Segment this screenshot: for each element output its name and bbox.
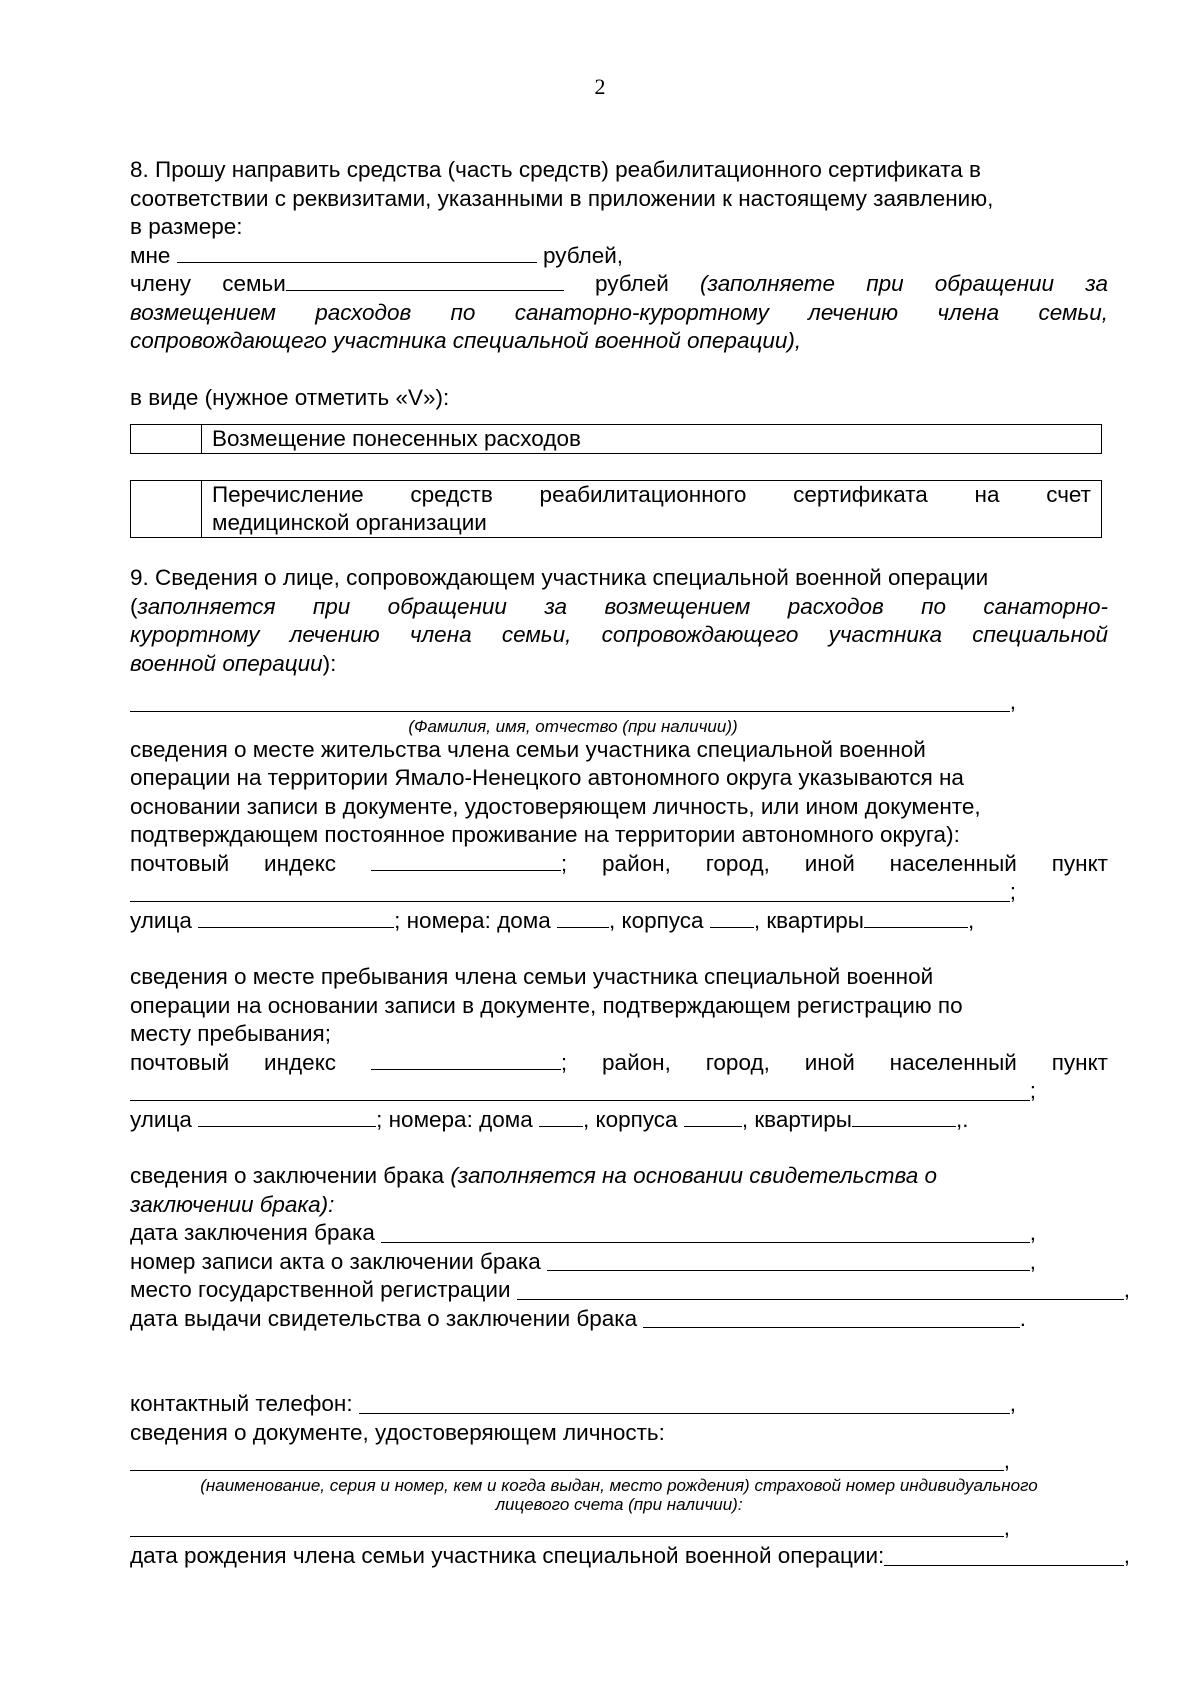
brak-nomer-field[interactable] [547,1250,1030,1271]
brak-date-field[interactable] [381,1222,1030,1243]
birth-field[interactable] [884,1545,1123,1566]
s8-note3: сопровождающего участника специальной военной операции), [130,328,802,353]
phone-line: контактный телефон: , [130,1391,1016,1416]
stay-postal-field[interactable] [371,1049,561,1070]
res-l2: операции на территории Ямало-Ненецкого автономного округа указываются на [130,765,964,790]
s9-note-l3: военной операции): [130,650,337,676]
brak-nomer-line: номер записи акта о заключении брака , [130,1248,1036,1274]
stay-locality-field[interactable] [130,1080,1030,1101]
res-house-field[interactable] [557,907,609,928]
snils-line: , [130,1514,1010,1543]
stay-postal-line: почтовый индекс ; район, город, иной населенный пункт [130,1049,1108,1075]
stay-apartment-field[interactable] [852,1106,956,1127]
option-transfer-checkbox[interactable] [131,481,202,537]
res-street-line: улица ; номера: дома , корпуса , квартиры , [130,907,975,933]
option-reimbursement-checkbox[interactable] [131,425,202,453]
brak-l2: заключении брака): [130,1191,335,1217]
s8-line3: в размере: [130,214,243,239]
stay-street-field[interactable] [198,1106,376,1127]
res-apartment-field[interactable] [864,907,968,928]
stay-l1: сведения о месте пребывания члена семьи участника специальной военной [130,964,934,989]
res-street-field[interactable] [198,907,394,928]
res-l3: основании записи в документе, удостоверяющем личность, или ином документе, [130,793,981,819]
s8-line1: 8. Прошу направить средства (часть средств) реабилитационного сертификата в [130,157,982,182]
res-locality-line: ; [130,878,1016,907]
doc-caption-l1: (наименование, серия и номер, кем и когда выдан, место рождения) страховой номер индивидуального [200,1475,1038,1495]
s8-mne-line: мне рублей, [130,242,624,268]
s8-line2: соответствии с реквизитами, указанными в приложении к настоящему заявлению, [130,185,994,211]
s9-note-l2: курортному лечению члена семьи, сопровождающего участника специальной [130,622,1108,647]
snils-field[interactable] [130,1516,1004,1537]
option-transfer [130,480,1102,538]
res-l4: подтверждающем постоянное проживание на территории автономного округа): [130,822,960,847]
brak-mesto-line: место государственной регистрации , [130,1277,1130,1302]
family-amount-field[interactable] [286,270,564,291]
stay-locality-line: ; [130,1077,1036,1106]
fio-field[interactable] [130,691,1010,712]
res-postal-line: почтовый индекс ; район, город, иной населенный пункт [130,850,1108,876]
option-reimbursement-label: Возмещение понесенных расходов [212,426,581,451]
brak-vydacha-field[interactable] [643,1307,1019,1328]
s8-chlenu-line: члену семьи рублей (заполняете при обращении за [130,271,1108,296]
brak-vydacha-line: дата выдачи свидетельства о заключении брака . [130,1305,1026,1331]
doc-label: сведения о документе, удостоверяющем личность: [130,1419,665,1445]
brak-date-line: дата заключения брака , [130,1220,1036,1245]
res-l1: сведения о месте жительства члена семьи участника специальной военной [130,736,926,762]
doc-line: , [130,1447,1010,1476]
brak-l1: сведения о заключении брака (заполняется на основании свидетельства о [130,1163,938,1188]
stay-street-line: улица ; номера: дома , корпуса , квартиры ,. [130,1106,969,1132]
s8-vvide: в виде (нужное отметить «V»): [130,384,450,410]
s8-note2: возмещением расходов по санаторно-курортному лечению члена семьи, [130,299,1108,325]
s9-line1: 9. Сведения о лице, сопровождающем участника специальной военной операции [130,565,989,590]
res-locality-field[interactable] [130,881,1010,902]
form-content [130,156,1130,1571]
stay-house-field[interactable] [539,1106,583,1127]
brak-mesto-field[interactable] [517,1279,1124,1300]
stay-building-field[interactable] [684,1106,742,1127]
doc-field[interactable] [130,1450,1004,1471]
res-postal-field[interactable] [371,850,561,871]
mne-amount-field[interactable] [177,242,537,263]
fio-caption: (Фамилия, имя, отчество (при наличии)) [408,716,738,736]
doc-caption-l2: лицевого счета (при наличии): [495,1494,743,1514]
option-reimbursement [130,424,1102,454]
stay-l3: месту пребывания; [130,1021,331,1046]
res-building-field[interactable] [710,907,754,928]
s9-note-l1: (заполняется при обращении за возмещением расходов по санаторно- [130,593,1108,619]
phone-field[interactable] [359,1393,1010,1414]
option-transfer-label: Перечисление средств реабилитационного сертификата на счет медицинской организации [212,482,1091,535]
page-number: 2 [594,74,606,99]
stay-l2: операции на основании записи в документе, подтверждающем регистрацию по [130,992,963,1018]
birth-line: дата рождения члена семьи участника специальной военной операции: , [130,1543,1130,1568]
fio-line: , [130,688,1016,717]
